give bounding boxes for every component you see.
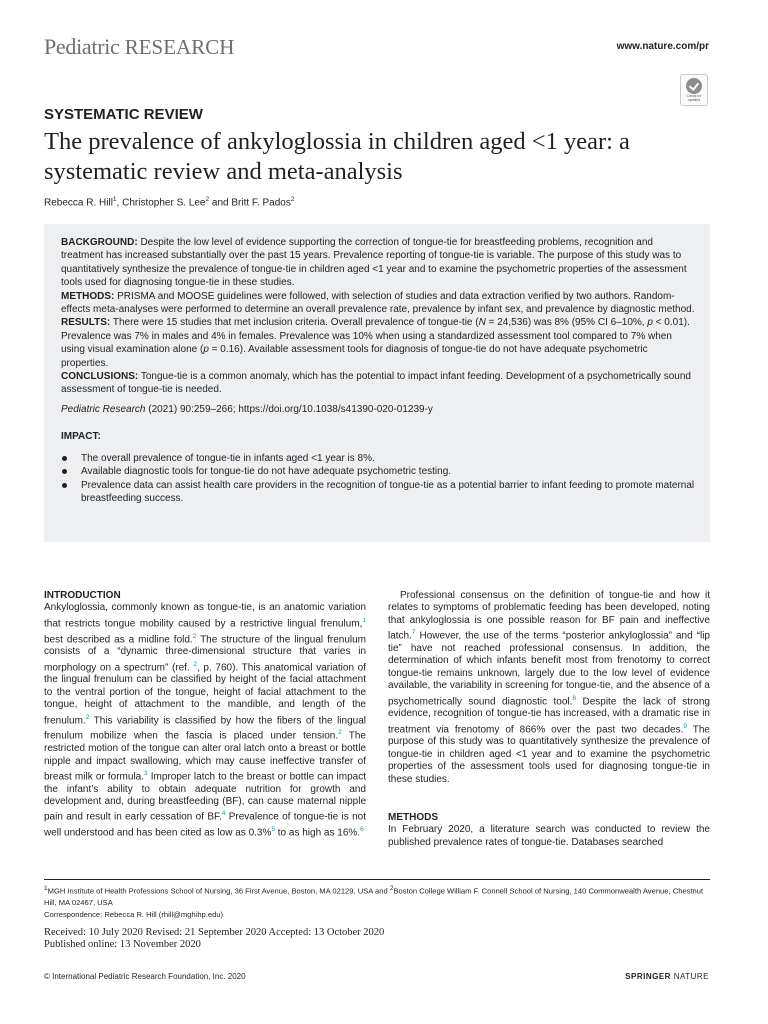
- body-text: to as high as 16%.: [275, 827, 361, 839]
- impact-list: [61, 452, 697, 506]
- footnote-divider: [44, 879, 710, 880]
- affiliations: [44, 883, 710, 909]
- affiliations-footnote: [44, 883, 710, 920]
- body-text: Improper latch to the breast or bottle can impact the infant’s ability to obtain adequate nutrition for growth and development and, during breastfeeding (BF), can cause maternal nipple pain and result in early cessation of BF.: [44, 771, 367, 823]
- author-name: Christopher S. Lee: [122, 197, 206, 209]
- reference-link[interactable]: 9: [683, 722, 687, 730]
- copyright-notice: © International Pediatric Research Foundation, Inc. 2020: [44, 972, 246, 981]
- publisher-logo-part: SPRINGER: [625, 972, 671, 981]
- impact-item: Prevalence data can assist health care providers in the recognition of tongue-tie as a potential barrier to infant feeding to promote maternal breastfeeding success.: [61, 479, 697, 506]
- reference-link[interactable]: 8: [572, 694, 577, 702]
- affiliation-text: MGH Institute of Health Professions School of Nursing, 36 First Avenue, Boston, MA 02129, USA and: [47, 886, 390, 896]
- impact-item: The overall prevalence of tongue-tie in infants aged <1 year is 8%.: [61, 452, 697, 465]
- journal-name: [44, 34, 234, 60]
- author-affiliation-mark: 2: [205, 196, 210, 203]
- check-updates-label: Check for updates: [686, 94, 702, 102]
- body-text: Professional consensus on the definition of tongue-tie and how it relates to symptoms of problematic feeding has been developed, noting that ankyloglossia is one possible reason for BF pain and ineffective latch.: [388, 590, 710, 642]
- affiliation-number: 2: [389, 885, 394, 892]
- results-text: N: [478, 317, 486, 329]
- results-text: = 0.16). Available assessment tools for diagnosis of tongue-tie do not have adequate psychometric properties.: [61, 344, 648, 369]
- background-text: Despite the low level of evidence supporting the correction of tongue-tie for breastfeeding problems, recognition and treatment has increased substantially over the past 15 years. Prevalence reporting of tongue-tie is variable. The purpose of this study was to quantitatively synthesize the prevalence of tongue-tie in children aged <1 year and to examine the psychometric properties of the assessment tools used for diagnosing tongue-tie in these studies.: [61, 237, 687, 289]
- consensus-paragraph: [388, 590, 710, 786]
- reference-link[interactable]: 7: [411, 629, 416, 637]
- citation: [61, 403, 697, 416]
- body-column-left: [44, 590, 366, 840]
- correspondence: Correspondence: Rebecca R. Hill (rhill@mghihp.edu): [44, 909, 224, 919]
- methods-paragraph: In February 2020, a literature search was conducted to review the published prevalence rates of tongue-tie. Databases searched: [388, 824, 710, 848]
- methods-heading: METHODS: [388, 812, 438, 824]
- body-text: The structure of the lingual frenulum consists of a “dynamic three-dimensional structure that varies in morphology on a spectrum” (ref.: [44, 633, 366, 674]
- introduction-heading: INTRODUCTION: [44, 590, 121, 601]
- conclusions-text: Tongue-tie is a common anomaly, which has the potential to impact infant feeding. Development of a psychometrically sound assessment of tongue-tie is needed.: [61, 371, 691, 396]
- article-type-label: SYSTEMATIC REVIEW: [44, 106, 203, 123]
- results-label: RESULTS:: [61, 317, 111, 329]
- journal-name-part1: Pediatric: [44, 34, 125, 59]
- results-text: p: [647, 317, 653, 329]
- abstract-methods: [61, 290, 697, 317]
- author-affiliation-mark: 2: [290, 196, 295, 203]
- abstract-results: [61, 316, 697, 370]
- author-separator: and: [209, 197, 232, 209]
- impact-heading: IMPACT:: [61, 431, 101, 443]
- abstract-content: [61, 236, 697, 505]
- introduction-paragraph: [44, 602, 366, 840]
- citation-journal: Pediatric Research: [61, 403, 146, 415]
- conclusions-label: CONCLUSIONS:: [61, 371, 139, 383]
- reference-link[interactable]: 3: [144, 769, 148, 777]
- author-name: Rebecca R. Hill: [44, 197, 113, 209]
- author-separator: ,: [116, 197, 123, 209]
- article-dates: [44, 927, 384, 952]
- body-text: , p. 760). This anatomical variation of the lingual frenulum can be classified by height of the facial attachment to the ventral portion of the tongue, height of facial attachment to the tongue, height of attachment to the mandible, and length of the frenulum.: [44, 662, 366, 726]
- abstract-background: [61, 236, 697, 290]
- affiliation-text: Boston College William F. Connell School of Nursing, 140 Commonwealth Avenue, Chestnut Hill, MA 02467, USA: [44, 886, 704, 908]
- results-text: < 0.01). Prevalence was 7% in males and 4% in females. Prevalence was 10% when using a standardized assessment tool compared to 7% when using visual examination alone (: [61, 317, 690, 356]
- methods-text: PRISMA and MOOSE guidelines were followed, with selection of studies and data extraction verified by two authors. Random-effects meta-analyses were performed to determine an overall prevalence rate, prevalence by infant sex, and prevalence by diagnostic method.: [61, 290, 695, 316]
- impact-item: Available diagnostic tools for tongue-tie do not have adequate psychometric testing.: [61, 465, 697, 478]
- received-dates: Received: 10 July 2020 Revised: 21 September 2020 Accepted: 13 October 2020: [44, 927, 385, 938]
- author-affiliation-mark: 1: [112, 196, 117, 203]
- reference-link[interactable]: 2: [338, 729, 342, 737]
- publisher-logo-part: NATURE: [670, 972, 709, 981]
- journal-name-part2: RESEARCH: [124, 35, 235, 59]
- body-text: Ankyloglossia, commonly known as tongue-tie, is an anatomic variation that restricts tongue mobility caused by a restrictive lingual frenulum,: [44, 602, 366, 630]
- methods-label: METHODS:: [61, 290, 115, 302]
- reference-link[interactable]: 5: [271, 826, 275, 834]
- reference-link[interactable]: 2: [192, 632, 197, 640]
- citation-doi-link[interactable]: (2021) 90:259–266; https://doi.org/10.1038/s41390-020-01239-y: [145, 403, 433, 415]
- body-text: This variability is classified by how the fibers of the lingual frenulum mobilize when the fascia is placed under tension.: [44, 714, 366, 742]
- body-text: Despite the lack of strong evidence, recognition of tongue-tie has increased, with a dramatic rise in treatment via frenotomy of 866% over the past two decades.: [388, 695, 710, 736]
- affiliation-number: 1: [44, 885, 48, 892]
- journal-website-link[interactable]: www.nature.com/pr: [616, 41, 709, 52]
- author-list: [44, 196, 294, 208]
- abstract-conclusions: [61, 370, 697, 397]
- reference-link[interactable]: 6: [360, 826, 364, 834]
- results-text: = 24,536) was 8% (95% CI 6–10%,: [485, 317, 648, 329]
- author-name: Britt F. Pados: [231, 197, 291, 209]
- reference-link[interactable]: 4: [221, 810, 226, 818]
- background-label: BACKGROUND:: [61, 237, 138, 248]
- reference-link[interactable]: 2: [193, 660, 198, 668]
- reference-link[interactable]: 1: [362, 616, 366, 624]
- body-text: Prevalence of tongue-tie is not well understood and has been cited as low as 0.3%: [44, 811, 366, 839]
- body-text: The restricted motion of the tongue can alter oral latch onto a breast or bottle nipple and impact swallowing, which may cause ineffective transfer of breast milk or formula.: [44, 730, 366, 783]
- body-text: The purpose of this study was to quantitatively synthesize the prevalence of tongue-tie in children aged <1 year and to examine the psychometric properties of the assessment tools used for diagnosing tongue-tie in these studies.: [388, 724, 710, 785]
- article-title: The prevalence of ankyloglossia in children aged <1 year: a systematic review and meta-analysis: [44, 128, 630, 185]
- check-updates-icon: [686, 78, 702, 94]
- results-text: There were 15 studies that met inclusion criteria. Overall prevalence of tongue-tie (: [110, 317, 479, 329]
- body-text: best described as a midline fold.: [44, 633, 193, 645]
- body-column-right: [388, 590, 710, 849]
- reference-link[interactable]: 2: [85, 713, 90, 721]
- check-for-updates-button[interactable]: [680, 74, 708, 106]
- publisher-logo: [625, 972, 709, 981]
- body-text: However, the use of the terms “posterior ankyloglossia” and “lip tie” have not reached professional consensus. In addition, the determination of which infants benefit most from frenotomy to correct tongue-tie remains unknown, largely due to the low level of evidence available, the variability in screening for tongue-tie, and the absence of a psychometrically sound diagnostic tool.: [388, 630, 710, 707]
- results-text: p: [203, 344, 209, 356]
- published-date: Published online: 13 November 2020: [44, 939, 201, 951]
